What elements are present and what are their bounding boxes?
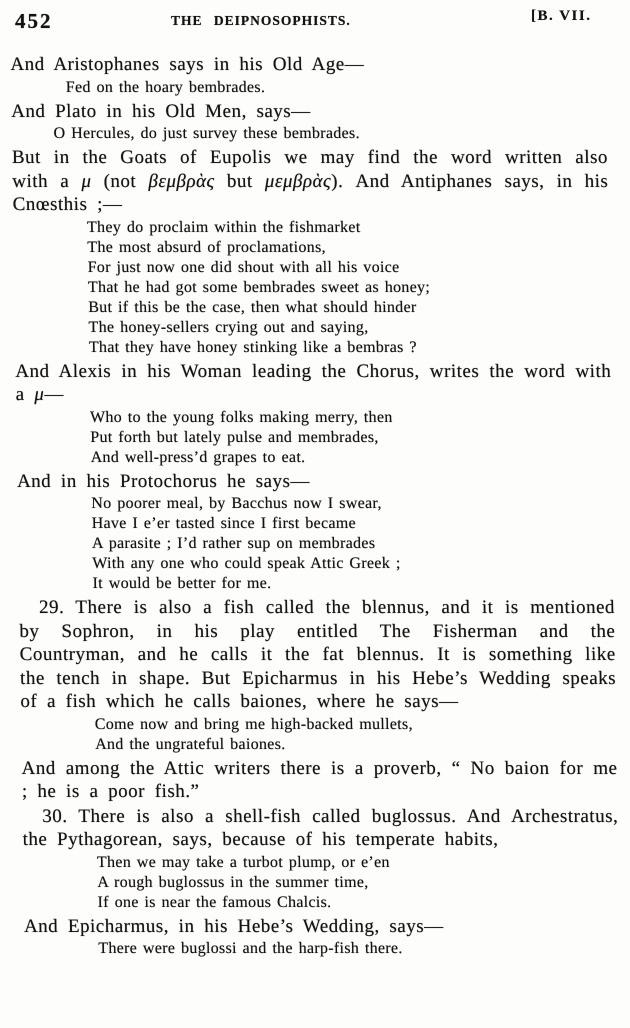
- verse-line: Put forth but lately pulse and membrades,: [90, 428, 379, 446]
- verse-line: Fed on the hoary bembrades.: [65, 78, 266, 96]
- paragraph-text: but: [214, 170, 265, 192]
- paragraph-attic-proverb: [21, 757, 618, 804]
- page-content: [0, 36, 630, 959]
- verse-fed-on-bembrades: [66, 78, 607, 98]
- verse-line: O Hercules, do just survey these bembrades.: [53, 125, 360, 142]
- paragraph-epicharmus-hebe: [24, 915, 620, 939]
- verse-line: For just now one did shout with all his voice: [87, 258, 400, 276]
- paragraph-text: And Aristophanes says in his Old Age—: [10, 54, 365, 75]
- paragraph-text: ). And Antiphanes says, in his Cnœsthis ;—: [12, 170, 609, 215]
- verse-high-backed-mullets: [95, 715, 618, 755]
- verse-line: A parasite ; I’d rather sup on membrades: [91, 535, 376, 552]
- verse-line: The honey-sellers crying out and saying,: [88, 318, 369, 336]
- verse-line: Then we may take a turbot plump, or e’en: [96, 853, 390, 871]
- verse-line: But if this be the case, then what should hinder: [88, 298, 417, 316]
- verse-line: It would be better for me.: [92, 575, 272, 592]
- greek-word-mu: μ: [34, 384, 45, 405]
- verse-line: And the ungrateful baiones.: [94, 735, 286, 753]
- verse-o-hercules: [53, 124, 607, 144]
- verse-line: If one is near the famous Chalcis.: [97, 893, 332, 911]
- verse-buglossi-harp-fish: [98, 939, 620, 959]
- paragraph-text: And among the Attic writers there is a proverb, “ No baion for me ; he is a poor fish.”: [21, 757, 618, 802]
- verse-no-poorer-meal: [91, 494, 615, 594]
- paragraph-aristophanes-old-age: [10, 53, 606, 77]
- running-title: THE DEIPNOSOPHISTS.: [171, 13, 351, 28]
- greek-word-membras: μεμβρὰς: [264, 170, 332, 192]
- verse-line: Come now and bring me high-backed mullets,: [94, 715, 413, 733]
- paragraph-protochorus: [17, 470, 613, 494]
- greek-word-bembras: βεμβρὰς: [148, 170, 215, 192]
- paragraph-text: And Epicharmus, in his Hebe’s Wedding, says—: [23, 915, 444, 937]
- verse-fishmarket-proclamation: [87, 218, 611, 358]
- paragraph-text: —: [44, 384, 65, 405]
- paragraph-eupolis-goats: [12, 146, 609, 217]
- paragraph-text: And Alexis in his Woman leading the Chorus, writes the word with a: [15, 360, 612, 405]
- verse-line: No poorer meal, by Bacchus now I swear,: [91, 495, 382, 512]
- page-number: 452: [15, 9, 53, 33]
- verse-line: And well-press’d grapes to eat.: [90, 448, 306, 466]
- paragraph-text: (not: [91, 170, 149, 192]
- verse-line: The most absurd of proclamations,: [87, 238, 326, 256]
- paragraph-alexis-chorus: [15, 360, 612, 407]
- verse-line: They do proclaim within the fishmarket: [86, 218, 361, 236]
- paragraph-text: But in the Goats of Eupolis we may find the word written also with a: [11, 147, 609, 192]
- verse-line: A rough buglossus in the summer time,: [97, 873, 369, 891]
- paragraph-plato-old-men: [11, 100, 607, 124]
- paragraph-text: 30. There is also a shell-fish called buglossus. And Archestratus, the Pythagorean, says, because of his temperate habits,: [22, 805, 619, 850]
- verse-line: With any one who could speak Attic Greek ;: [92, 555, 401, 572]
- paragraph-30-buglossus: [22, 805, 619, 852]
- verse-young-folks: [90, 408, 613, 468]
- paragraph-text: 29. There is also a fish called the blennus, and it is mentioned by Sophron, in his play entitled The Fisherman and the Countryman, and he calls it the fat blennus. It is something like the tench in shape. But Epicharmus in his Hebe’s Wedding speaks of a fish which he calls baiones, where he says—: [19, 597, 617, 712]
- paragraph-29-blennus: [19, 596, 617, 714]
- verse-line: There were buglossi and the harp-fish there.: [98, 940, 403, 957]
- page-header: [0, 0, 630, 36]
- verse-line: That they have honey stinking like a bembras ?: [88, 338, 417, 356]
- verse-line: That he had got some bembrades sweet as honey;: [87, 278, 431, 296]
- verse-line: Have I e’er tasted since I first became: [91, 515, 357, 532]
- verse-line: Who to the young folks making merry, then: [89, 408, 393, 426]
- paragraph-text: And in his Protochorus he says—: [16, 470, 311, 492]
- verse-turbot-plump: [97, 853, 620, 913]
- book-reference: [B. VII.: [531, 8, 592, 24]
- greek-word-mu: μ: [81, 170, 92, 192]
- paragraph-text: And Plato in his Old Men, says—: [11, 100, 311, 122]
